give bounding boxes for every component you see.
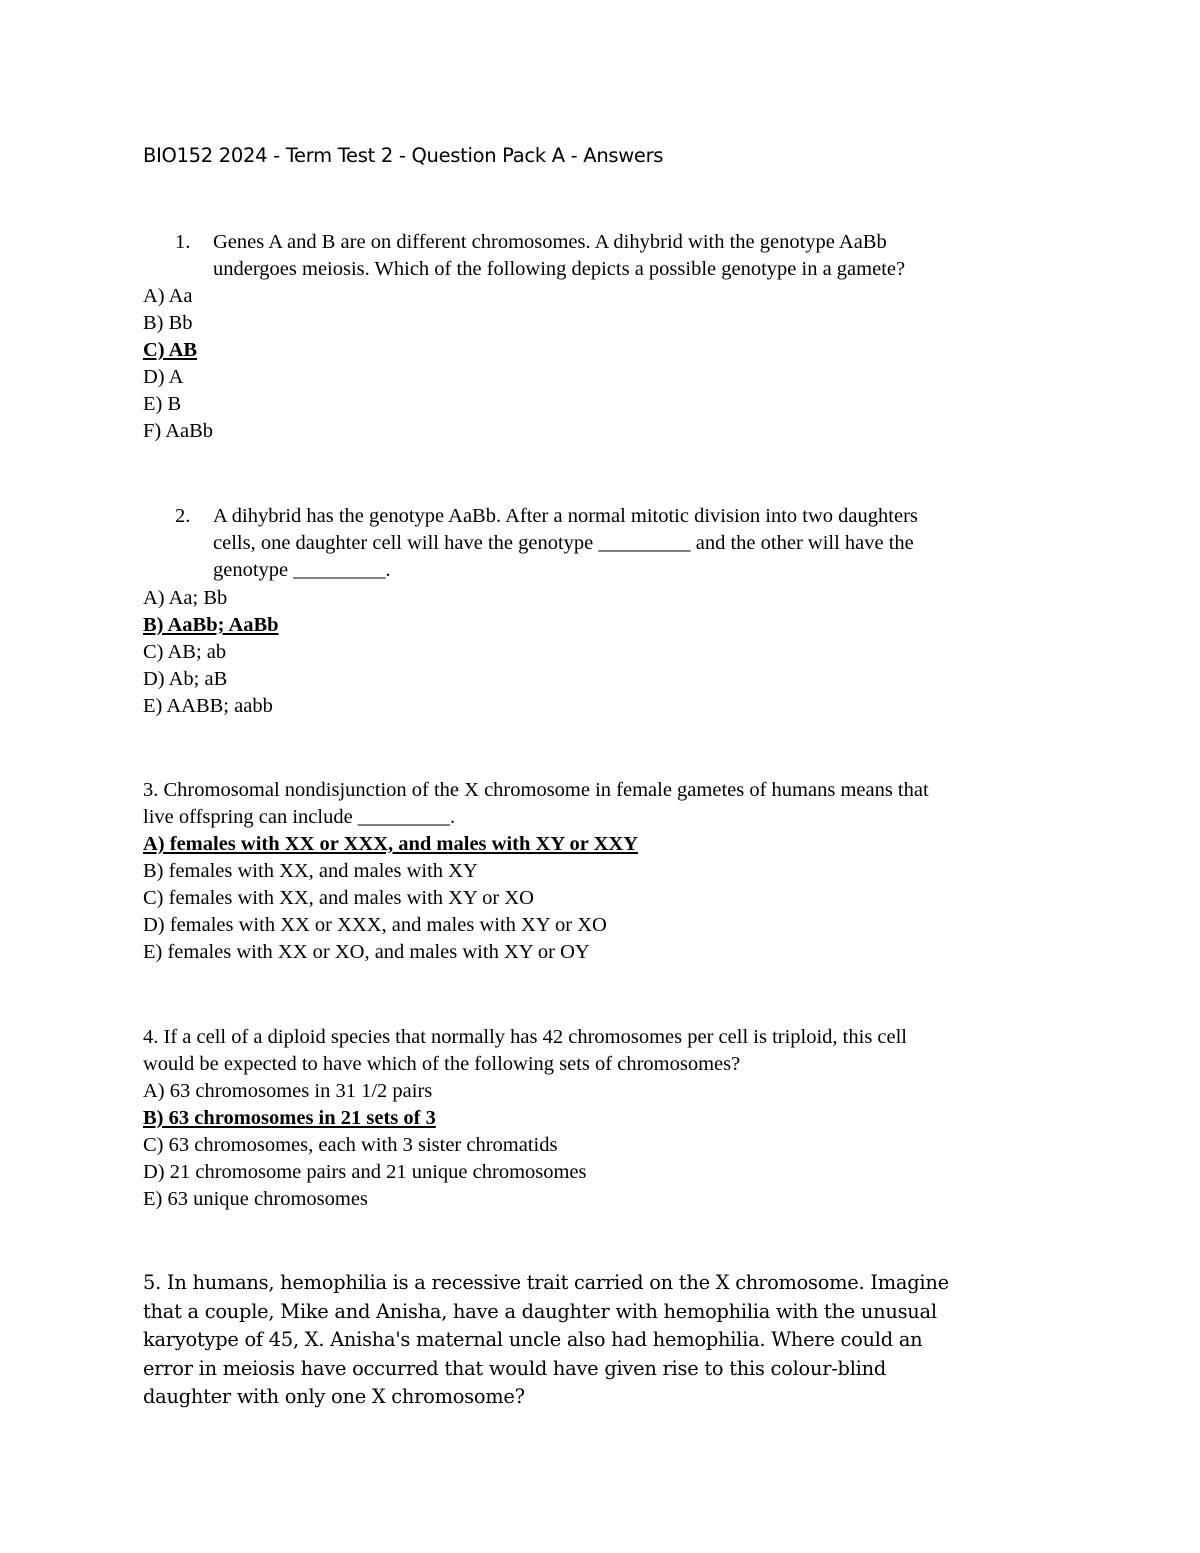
question-4	[143, 1024, 907, 1213]
question-number: 1.	[175, 231, 191, 253]
option-e: E) AABB; aabb	[143, 695, 273, 717]
question-text-line: undergoes meiosis. Which of the following depicts a possible genotype in a gamete?	[213, 258, 906, 280]
question-text-line: 4. If a cell of a diploid species that normally has 42 chromosomes per cell is triploid, this cell	[143, 1026, 908, 1048]
correct-answer-option-c: C) AB	[143, 339, 198, 361]
question-text-line: 3. Chromosomal nondisjunction of the X chromosome in female gametes of humans means that	[143, 779, 929, 801]
question-number: 2.	[175, 505, 191, 527]
correct-answer-option-b: B) AaBb; AaBb	[143, 614, 279, 636]
option-b: B) females with XX, and males with XY	[143, 860, 478, 882]
option-c: C) females with XX, and males with XY or XO	[143, 887, 534, 909]
question-text-line: karyotype of 45, X. Anisha's maternal uncle also had hemophilia. Where could an	[143, 1328, 923, 1352]
option-c: C) 63 chromosomes, each with 3 sister chromatids	[143, 1134, 558, 1156]
question-text-line: A dihybrid has the genotype AaBb. After a normal mitotic division into two daughters	[213, 505, 918, 527]
question-text-line: would be expected to have which of the following sets of chromosomes?	[143, 1053, 741, 1075]
question-text-line: genotype _________.	[213, 559, 391, 581]
option-d: D) Ab; aB	[143, 668, 228, 690]
question-text-line: daughter with only one X chromosome?	[143, 1385, 525, 1409]
question-1-options	[143, 283, 213, 445]
option-d: D) A	[143, 366, 184, 388]
option-d: D) females with XX or XXX, and males with XY or XO	[143, 914, 607, 936]
question-text-line: cells, one daughter cell will have the genotype _________ and the other will have the	[213, 532, 914, 554]
question-text-line: Genes A and B are on different chromosomes. A dihybrid with the genotype AaBb	[213, 231, 887, 253]
option-c: C) AB; ab	[143, 641, 227, 663]
question-text-line: 5. In humans, hemophilia is a recessive trait carried on the X chromosome. Imagine	[143, 1271, 949, 1294]
question-3	[143, 777, 929, 966]
option-a: A) Aa	[143, 285, 193, 307]
option-e: E) females with XX or XO, and males with XY or OY	[143, 941, 590, 963]
question-text-line: error in meiosis have occurred that would have given rise to this colour-blind	[143, 1356, 886, 1380]
question-2-options	[143, 585, 279, 720]
question-5	[143, 1269, 949, 1412]
question-text-line: that a couple, Mike and Anisha, have a daughter with hemophilia with the unusual	[143, 1299, 937, 1323]
option-a: A) Aa; Bb	[143, 587, 228, 609]
document-title: BIO152 2024 - Term Test 2 - Question Pack A - Answers	[143, 144, 664, 167]
option-b: B) Bb	[143, 312, 193, 334]
correct-answer-option-a: A) females with XX or XXX, and males with XY or XXY	[143, 833, 639, 855]
correct-answer-option-b: B) 63 chromosomes in 21 sets of 3	[143, 1107, 436, 1129]
question-text-line: live offspring can include _________.	[143, 806, 456, 828]
option-e: E) B	[143, 393, 182, 415]
option-a: A) 63 chromosomes in 31 1/2 pairs	[143, 1080, 433, 1102]
option-e: E) 63 unique chromosomes	[143, 1188, 368, 1210]
option-f: F) AaBb	[143, 420, 214, 442]
option-d: D) 21 chromosome pairs and 21 unique chromosomes	[143, 1161, 587, 1183]
